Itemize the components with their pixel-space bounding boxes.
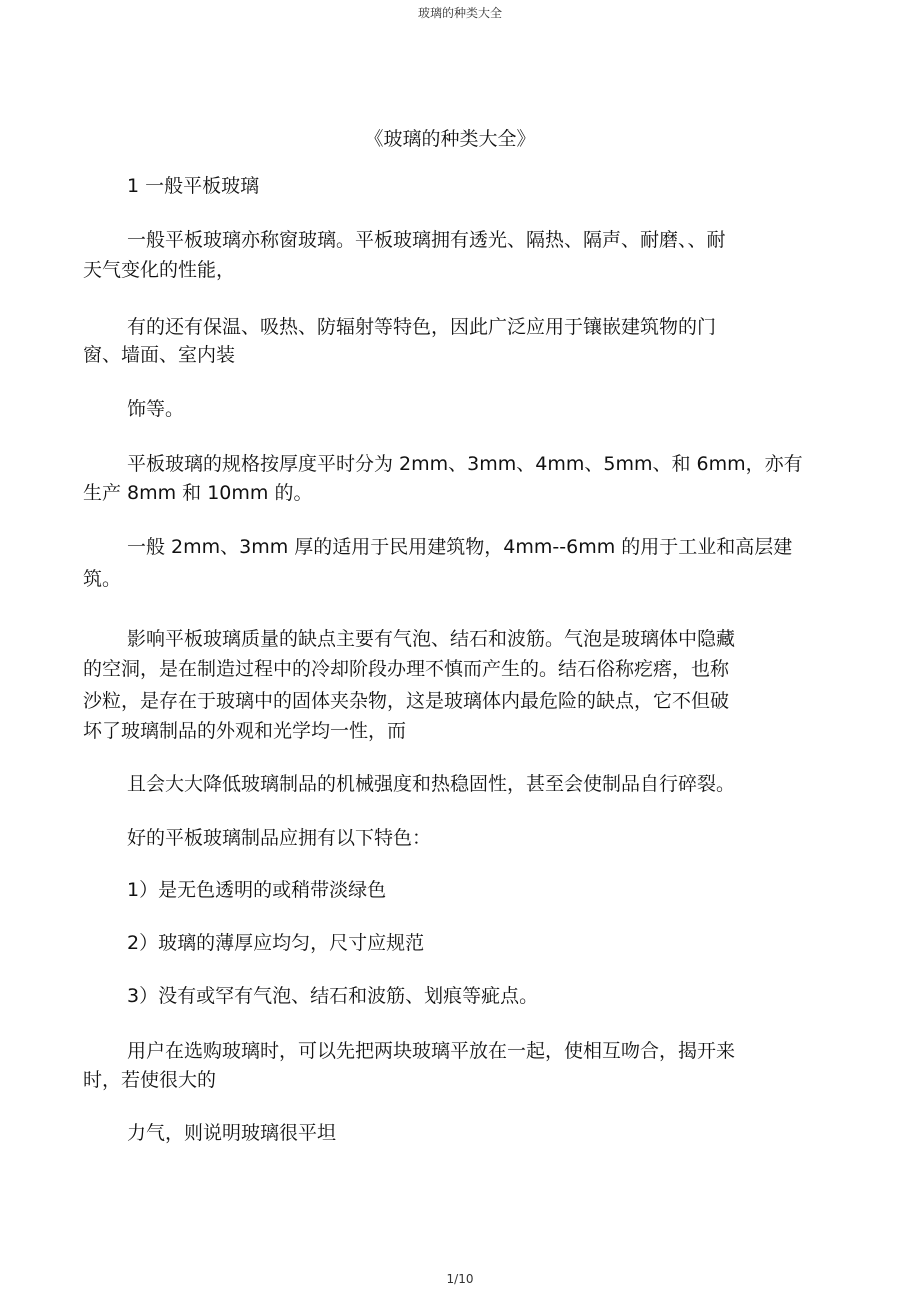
paragraph-line: 筑。 xyxy=(83,568,122,590)
list-item: 1）是无色透明的或稍带淡绿色 xyxy=(127,879,387,901)
paragraph-line: 且会大大降低玻璃制品的机械强度和热稳固性，甚至会使制品自行碎裂。 xyxy=(127,773,736,795)
section-heading: 1 一般平板玻璃 xyxy=(127,175,260,197)
paragraph-line: 饰等。 xyxy=(127,398,185,420)
page-number: 1/10 xyxy=(446,1272,474,1286)
paragraph-line: 一般 2mm、3mm 厚的适用于民用建筑物，4mm--6mm 的用于工业和高层建 xyxy=(127,536,793,558)
paragraph-line: 影响平板玻璃质量的缺点主要有气泡、结石和波筋。气泡是玻璃体中隐藏 xyxy=(127,628,736,650)
paragraph-line: 窗、墙面、室内装 xyxy=(83,344,236,366)
paragraph-line: 沙粒，是存在于玻璃中的固体夹杂物，这是玻璃体内最危险的缺点，它不但破 xyxy=(83,690,730,712)
paragraph-line: 有的还有保温、吸热、防辐射等特色，因此广泛应用于镶嵌建筑物的门 xyxy=(127,316,717,338)
paragraph-line: 的空洞，是在制造过程中的冷却阶段办理不慎而产生的。结石俗称疙瘩，也称 xyxy=(83,658,730,680)
paragraph-line: 一般平板玻璃亦称窗玻璃。平板玻璃拥有透光、隔热、隔声、耐磨、、耐 xyxy=(127,229,726,251)
paragraph-line: 用户在选购玻璃时，可以先把两块玻璃平放在一起，使相互吻合，揭开来 xyxy=(127,1040,736,1062)
paragraph-line: 坏了玻璃制品的外观和光学均一性，而 xyxy=(83,720,407,742)
paragraph-line: 好的平板玻璃制品应拥有以下特色： xyxy=(127,827,432,849)
paragraph-line: 力气，则说明玻璃很平坦 xyxy=(127,1122,337,1144)
document-title: 《玻璃的种类大全》 xyxy=(364,128,536,150)
list-item: 2）玻璃的薄厚应均匀，尺寸应规范 xyxy=(127,932,425,954)
paragraph-line: 天气变化的性能， xyxy=(83,259,236,281)
paragraph-line: 生产 8mm 和 10mm 的。 xyxy=(83,482,313,504)
paragraph-line: 时，若使很大的 xyxy=(83,1069,217,1091)
list-item: 3）没有或罕有气泡、结石和波筋、划痕等疵点。 xyxy=(127,985,539,1007)
page-header: 玻璃的种类大全 xyxy=(417,6,502,20)
paragraph-line: 平板玻璃的规格按厚度平时分为 2mm、3mm、4mm、5mm、和 6mm，亦有 xyxy=(127,453,803,475)
